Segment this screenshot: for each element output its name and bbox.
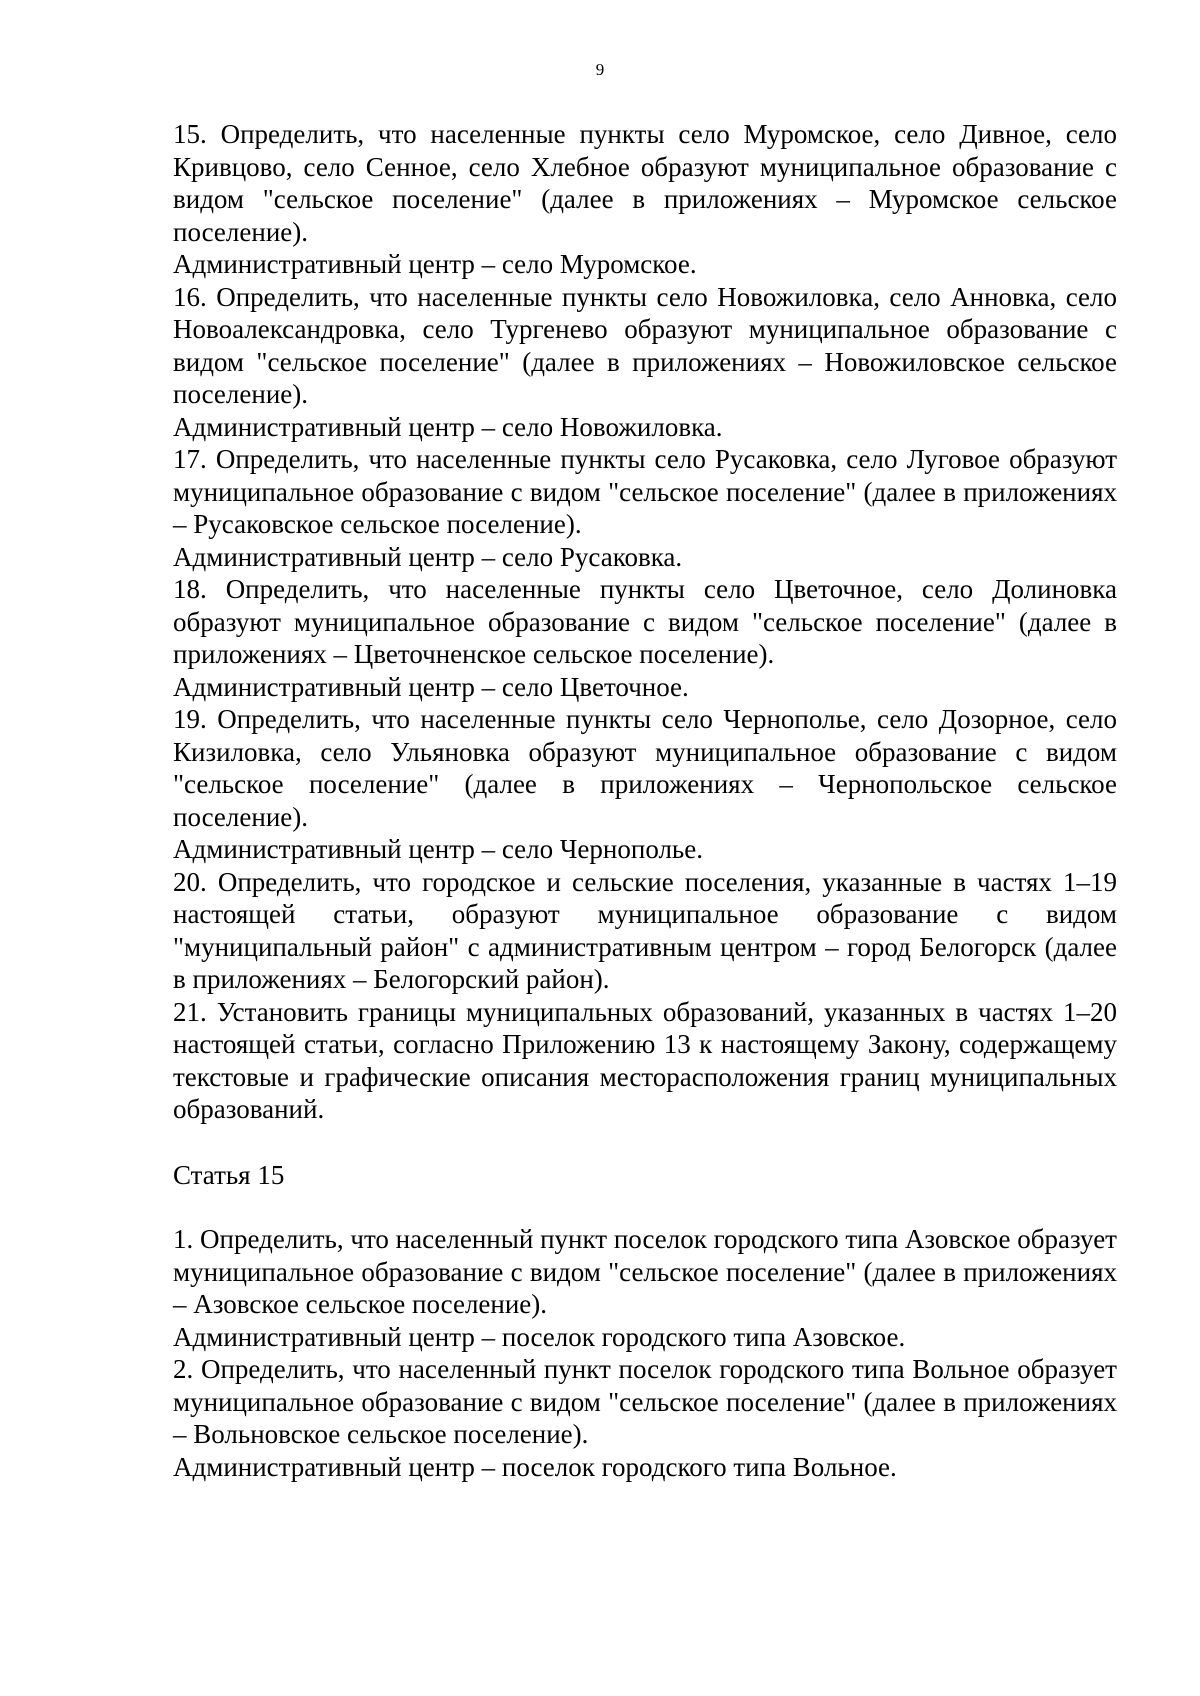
- paragraph-18: 18. Определить, что населенные пункты село Цветочное, село Долиновка образуют муниципальное образование с видом "сельское поселение" (далее в приложениях – Цветочненское сельское поселение).: [173, 574, 1117, 669]
- admin-center-18: Административный центр – село Цветочное.: [173, 671, 689, 702]
- paragraph-20: 20. Определить, что городское и сельские поселения, указанные в частях 1–19 настоящей статьи, образуют муниципальное образование с видом "муниципальный район" с административным центром – город Белогорск (далее в приложениях – Белогорский район).: [173, 866, 1117, 994]
- article-heading: Статья 15: [173, 1159, 285, 1190]
- article15-paragraph-2: 2. Определить, что населенный пункт поселок городского типа Вольное образует муниципальное образование с видом "сельское поселение" (далее в приложениях – Вольновское сельское поселение).: [173, 1354, 1117, 1449]
- paragraph-15: 15. Определить, что населенные пункты село Муромское, село Дивное, село Кривцово, село Сенное, село Хлебное образуют муниципальное образование с видом "сельское поселение" (далее в приложениях – Муромское сельское поселение).: [173, 119, 1117, 247]
- admin-center-19: Административный центр – село Чернополье.: [173, 834, 703, 864]
- paragraph-21: 21. Установить границы муниципальных образований, указанных в частях 1–20 настоящей статьи, согласно Приложению 13 к настоящему Закону, содержащему текстовые и графические описания месторасположения границ муниципальных образований.: [173, 996, 1117, 1124]
- admin-center-15: Административный центр – село Муромское.: [173, 249, 697, 279]
- paragraph-16: 16. Определить, что населенные пункты село Новожиловка, село Анновка, село Новоалександровка, село Тургенево образуют муниципальное образование с видом "сельское поселение" (далее в приложениях – Новожиловское сельское поселение).: [173, 281, 1117, 409]
- paragraph-19: 19. Определить, что населенные пункты село Чернополье, село Дозорное, село Кизиловка, село Ульяновка образуют муниципальное образование с видом "сельское поселение" (далее в приложениях – Чернопольское сельское поселение).: [173, 704, 1117, 832]
- article15-admin-center-2: Административный центр – поселок городского типа Вольное.: [173, 1451, 897, 1482]
- paragraph-17: 17. Определить, что населенные пункты село Русаковка, село Луговое образуют муниципальное образование с видом "сельское поселение" (далее в приложениях – Русаковское сельское поселение).: [173, 444, 1117, 539]
- admin-center-17: Административный центр – село Русаковка.: [173, 541, 683, 572]
- admin-center-16: Административный центр – село Новожиловка.: [173, 411, 723, 442]
- page-number: 9: [595, 60, 605, 79]
- article15-admin-center-1: Административный центр – поселок городского типа Азовское.: [173, 1321, 906, 1352]
- document-body: [173, 118, 1117, 1483]
- article15-paragraph-1: 1. Определить, что населенный пункт поселок городского типа Азовское образует муниципальное образование с видом "сельское поселение" (далее в приложениях – Азовское сельское поселение).: [173, 1224, 1117, 1319]
